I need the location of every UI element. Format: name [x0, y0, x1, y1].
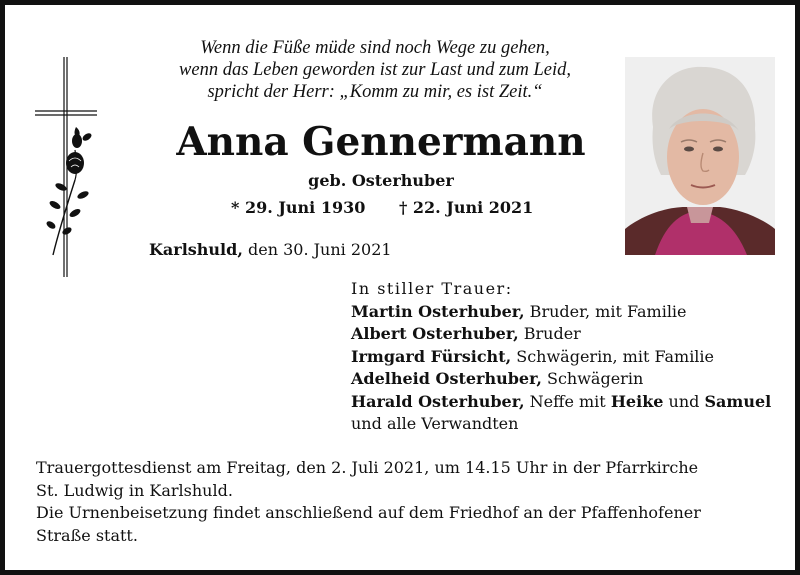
mourner-child: Samuel — [704, 391, 772, 411]
mourner-relation: Schwägerin, mit Familie — [511, 346, 715, 366]
birth-date: * 29. Juni 1930 — [231, 198, 366, 217]
mourners-intro: In stiller Trauer: — [351, 279, 513, 298]
mourner-relation: Bruder, mit Familie — [524, 301, 687, 321]
mourner-name: Adelheid Osterhuber, — [351, 369, 542, 388]
mourner-row — [351, 391, 771, 414]
mourner-name: Albert Osterhuber, — [351, 324, 519, 343]
mourner-name: Martin Osterhuber, — [351, 301, 525, 321]
mourner-relation: Schwägerin — [541, 369, 644, 388]
mourner-row — [351, 368, 771, 391]
verse-line: spricht der Herr: „Komm zu mir, es ist Zeit.“ — [207, 82, 543, 102]
place: Karlshuld, — [149, 240, 243, 259]
mourner-relation: Neffe mit — [524, 391, 611, 411]
place-date — [149, 240, 392, 259]
mourners-list — [351, 278, 771, 436]
service-line: Trauergottesdienst am Freitag, den 2. Juli 2021, um 14.15 Uhr in der Pfarrkirche — [36, 458, 699, 477]
burial-line: Straße statt. — [36, 525, 138, 545]
mourner-child: Heike — [610, 391, 664, 411]
verse-line: Wenn die Füße müde sind noch Wege zu gehen, — [200, 38, 550, 58]
death-date: † 22. Juni 2021 — [398, 198, 534, 217]
service-info — [36, 457, 776, 547]
mourner-relation: und — [663, 391, 705, 411]
life-dates — [231, 198, 533, 217]
mourner-row — [351, 323, 771, 346]
mourner-row — [351, 301, 771, 324]
cross-with-rose-icon — [31, 55, 101, 280]
mourners-closing: und alle Verwandten — [351, 414, 519, 433]
mourner-row — [351, 346, 771, 369]
date: den 30. Juni 2021 — [242, 240, 392, 259]
birth-name: geb. Osterhuber — [308, 171, 454, 190]
deceased-name: Anna Gennermann — [176, 119, 586, 165]
verse-line: wenn das Leben geworden ist zur Last und zum Leid, — [179, 60, 571, 80]
mourner-name: Irmgard Fürsicht, — [351, 346, 512, 366]
mourner-name: Harald Osterhuber, — [351, 391, 525, 411]
mourner-relation: Bruder — [518, 324, 581, 343]
service-line: St. Ludwig in Karlshuld. — [36, 480, 233, 500]
verse — [145, 37, 605, 103]
portrait-photo — [625, 57, 775, 255]
burial-line: Die Urnenbeisetzung findet anschließend auf dem Friedhof an der Pfaffenhofener — [36, 503, 701, 522]
